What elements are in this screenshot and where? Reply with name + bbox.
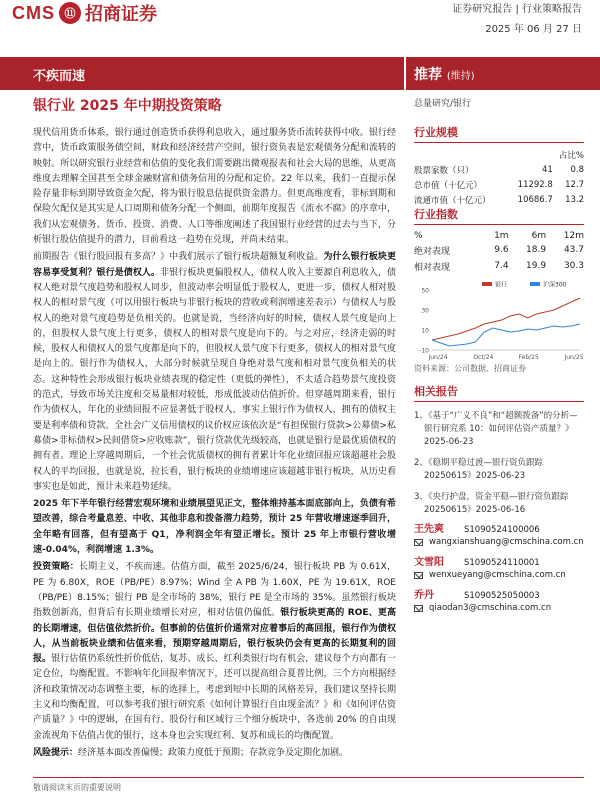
- item-number: 1、: [414, 411, 428, 421]
- table-header-row: [414, 229, 584, 242]
- y-tick-label: 10: [421, 327, 429, 335]
- rating-sub: (维持): [446, 71, 475, 82]
- logo-cms-text: CMS: [12, 2, 55, 23]
- header-meta: [452, 0, 582, 35]
- title-banner: [0, 57, 600, 90]
- paragraph-2-rest: 非银行板块更偏股权人，债权人收入主要源自利息收入，债权人绝对景气度趋势和股权人同步，但波动率会明显低于股权人，更进一步，债权人相对股权人的相对景气度（可以用银行板块与非银行板块的营收或利润增速差表示）与债权人与股权人的绝对景气度趋势是负相关的。也就是说，当经济向好的时候，债权人景气度是向上的，但股权人景气度上行更多，债权人的相对景气度是向下的。与之对应，经济走弱的时候，股权人和债权人的景气度都是向下的，但股权人景气度下行更多，债权人的相对景气度是向上的。银行作为债权人，大部分时候就呈现自身绝对景气度和相对景气度负相关的状态。这种特性会形成银行板块业绩表现的稳定性（更低的弹性），不太适合趋势景气度投资的范式，导致市场关注度和交易量相对较低，形成低波动估值折价。但穿越周期来看，银行作为债权人，年化的业绩回报不应显著低于股权人，事实上银行作为债权人，拥有的债权主要是利率债和贷款。全社会广义信用债权的议价权应该依次是“有担保银行贷款>公募债>私募债>非标债权>民间借贷>应收账款”，银行贷款优先级较高，也就是银行是最优质债权的拥有者。理论上穿越周期后，一个社会优质债权的拥有者累计年化业绩回报应该超越社会股权人的平均回报，也就是说，拉长看，银行板块的业绩增速应该超越非银行板块，从历史看事实也是如此，预计未来趋势延续。: [33, 267, 396, 492]
- paragraph-2-lead: 前期报告《银行股回报有多高？》中我们展示了银行板块超额复利收益。: [33, 252, 324, 263]
- industry-scale-table: [414, 147, 584, 207]
- series-line-bank: [432, 298, 580, 340]
- industry-scale-heading: 行业规模: [414, 124, 584, 143]
- row-value: 41: [541, 164, 553, 175]
- analyst: [414, 520, 584, 547]
- analyst: [414, 553, 584, 580]
- paragraph-2: [33, 250, 396, 495]
- paragraph-1: 现代信用货币体系，银行通过创造货币获得利息收入，通过服务货币流转获得中收。银行经营中，货币政策服务债空间，财政和经济经营产空间，银行资负表是宏观债务分配和流转的映射。所以研究银行业经营和估值的变化我们需要跳出微观报表和社会大局的思维，从更高维度去理解全国甚至全球金融财富和债务信用的分配和定价。22 年以来，我们一直提示保险存量非标到期导致资金欠配，将为银行股息估提供资金潜力。但更高维度看，非标到期和保险欠配仅是其实是人口周期和债务分配一个侧面，前期年度报告《流水不腐》的序章中，我们从宏观债务、货币、投资、消费、人口等维度阐述了我国银行业经营的过去与当下，分析银行股估值提升的潜力，目前看这一趋势在兑现，并尚未结束。: [33, 128, 396, 246]
- mail-icon: [414, 572, 423, 579]
- cell: 43.7: [563, 245, 584, 255]
- cell: 30.3: [563, 261, 584, 271]
- mail-icon: [414, 539, 423, 546]
- footer-divider: [33, 777, 584, 778]
- paragraph-2-bold: 为什么银行板块更容易享受复利？银行是债权人。: [33, 252, 396, 278]
- y-tick-label: 30: [421, 307, 429, 315]
- row-share: 13.2: [565, 194, 584, 205]
- table-row: [414, 177, 584, 192]
- report-type: 证券研究报告 | 行业策略报告: [452, 4, 582, 15]
- legend-label: 沪深300: [543, 281, 567, 289]
- report-body: [33, 126, 396, 763]
- page-header: [0, 0, 600, 35]
- row-value: 10686.7: [517, 194, 553, 205]
- table-row: [414, 242, 584, 258]
- report-category: 总量研究/银行: [414, 99, 472, 109]
- col-share: 占比%: [558, 150, 584, 161]
- strategy-paragraph: [33, 560, 396, 744]
- analyst-id: S1090524110001: [464, 558, 540, 568]
- page-footer: 敬请阅读末页的重要说明: [33, 783, 121, 792]
- risk-paragraph: [33, 746, 396, 761]
- cms-logo: [12, 0, 157, 26]
- outlook-summary: 2025 年下半年银行经营宏观环境和业绩展望见正文，整体维持基本面底部向上，负债有希望改善，综合考量息差、中收、其他非息和拨备潜力趋势，预计 25 年营收增速逐季回升，全年略有回落，但有望高于 Q1，净利润全年有望正增长。预计 25 年上市银行营收增速-0.04%，利润增速 1.3%。: [33, 499, 396, 556]
- row-share: 12.7: [565, 179, 584, 190]
- row-label: 绝对表现: [414, 246, 451, 257]
- legend-swatch: [482, 282, 492, 286]
- x-tick-label: Jun/25: [564, 354, 584, 361]
- index-performance-chart: [414, 280, 584, 370]
- item-text: 《稳期平稳过渡—银行资负跟踪20250615》2025-06-23: [424, 458, 544, 481]
- col-header: 6m: [531, 230, 547, 241]
- cell: 9.6: [494, 245, 509, 255]
- list-item[interactable]: [414, 457, 584, 483]
- strategy-bold: 银行板块更高的 ROE、更高的长期增速，但估值依然折价。但事前的估值折价通常对应着事后的高回报，银行作为债权人，从当前板块业绩和估值来看，预期穿越周期后，银行板块仍会有更高的长期复利的回报。: [33, 608, 396, 665]
- report-date: 2025 年 06 月 27 日: [485, 24, 582, 35]
- cell: 18.9: [526, 245, 547, 255]
- row-label: 总市值（十亿元）: [414, 180, 483, 191]
- row-value: 11292.8: [517, 179, 553, 190]
- col-header: 12m: [563, 230, 584, 241]
- x-tick-label: Oct/24: [473, 354, 494, 361]
- industry-index-heading: 行业指数: [414, 206, 584, 225]
- row-label: 流通市值（十亿元）: [414, 195, 491, 206]
- item-text: 《基于“广义不良”和“超额拨备”的分析—银行研究系 10：如何评估资产质量？》2025-06-23: [424, 411, 578, 447]
- row-label: 股票家数（只）: [414, 165, 474, 176]
- industry-index-table: [414, 229, 584, 274]
- industry-scale: [414, 124, 584, 207]
- analyst-id: S1090525050003: [464, 591, 540, 601]
- list-item[interactable]: [414, 491, 584, 517]
- strategy-lead: 投资策略：: [33, 562, 79, 573]
- x-tick-label: Feb/25: [518, 354, 539, 361]
- col-header: %: [414, 230, 423, 241]
- table-header-row: [414, 147, 584, 162]
- item-text: 《央行护盘，资金平稳—银行资负跟踪 20250615》2025-06-16: [424, 492, 569, 515]
- rating: [414, 64, 475, 84]
- mail-icon: [414, 605, 423, 612]
- analyst-email[interactable]: qiaodan3@cmschina.com.cn: [429, 603, 552, 613]
- analyst-list: [414, 520, 584, 619]
- analyst: [414, 586, 584, 613]
- col-header: 1m: [494, 230, 509, 241]
- industry-index: [414, 206, 584, 274]
- risk-lead: 风险提示：: [33, 747, 79, 758]
- chart-source: 资料来源：公司数据、招商证券: [414, 364, 526, 373]
- analyst-name: 乔丹: [414, 590, 434, 601]
- row-label: 相对表现: [414, 262, 451, 273]
- rating-label: 推荐: [414, 67, 442, 83]
- analyst-id: S1090524100006: [464, 525, 540, 535]
- table-row: [414, 162, 584, 177]
- item-number: 3、: [414, 492, 428, 502]
- related-reports-list: [414, 410, 584, 517]
- strategy-b: 银行估值仍系统性折价低估，复苏、成长、红利类银行均有机会，建议每个方向都有一定仓位，均衡配置。不影响年化回报率情况下，还可以提高组合夏普比例，三个方向根据经济和政策情况动态调整主要，标的选择上，考虑到短中长期的风格差异，我们建议坚持长期主义和均衡配置，可以参考我们银行研究系《如何计算银行自由现金流？》和《如何评估资产质量？》中的逻辑，在国有行、股份行和区域行三个细分板块中，各选前 20% 的自由现金流视角下估值占优的银行，这本身也会实现红利、复苏和成长的均衡配置。: [33, 654, 396, 741]
- related-reports: [414, 383, 584, 525]
- banner-divider: [404, 57, 406, 90]
- analyst-email[interactable]: wenxueyang@cmschina.com.cn: [429, 570, 566, 580]
- risk-text: 经济基本面改善偏慢；政策力度低于预期；存款竞争及定期化加剧。: [78, 747, 349, 758]
- analyst-email[interactable]: wangxianshuang@cmschina.com.cn: [429, 537, 584, 547]
- banner-tagline: 不疾而速: [33, 69, 86, 84]
- y-tick-label: -10: [419, 347, 429, 355]
- analyst-name: 王先爽: [414, 524, 444, 535]
- legend-swatch: [530, 282, 540, 286]
- logo-cn-text: 招商证券: [85, 4, 157, 25]
- row-share: 0.8: [570, 164, 584, 175]
- cell: 19.9: [526, 261, 547, 271]
- item-number: 2、: [414, 458, 428, 468]
- strategy-a: 长期主义，不疾而速。估值方面，截至 2025/6/24，银行板块 PB 为 0.61X，PE 为 6.80X，ROE（PB/PE）8.97%；Wind 全 A PB 为 1.60X，PE 为 19.61X，ROE（PB/PE）8.15%；银行 PB 是全市场的 38%，银行 PE 是全市场的 35%。虽然银行板块指数创新高，但背后有长期业绩增长对应，相对估值仍偏低。: [33, 562, 396, 619]
- y-tick-label: 50: [421, 287, 429, 295]
- legend-label: 银行: [495, 281, 508, 289]
- related-reports-heading: 相关报告: [414, 383, 584, 402]
- report-title: 银行业 2025 年中期投资策略: [33, 98, 222, 114]
- table-row: [414, 258, 584, 274]
- logo-mark-icon: ⑪: [59, 2, 81, 24]
- analyst-name: 文雪阳: [414, 557, 444, 568]
- cell: 7.4: [494, 261, 509, 271]
- list-item[interactable]: [414, 410, 584, 449]
- x-tick-label: Jun/24: [428, 354, 448, 361]
- table-row: [414, 192, 584, 207]
